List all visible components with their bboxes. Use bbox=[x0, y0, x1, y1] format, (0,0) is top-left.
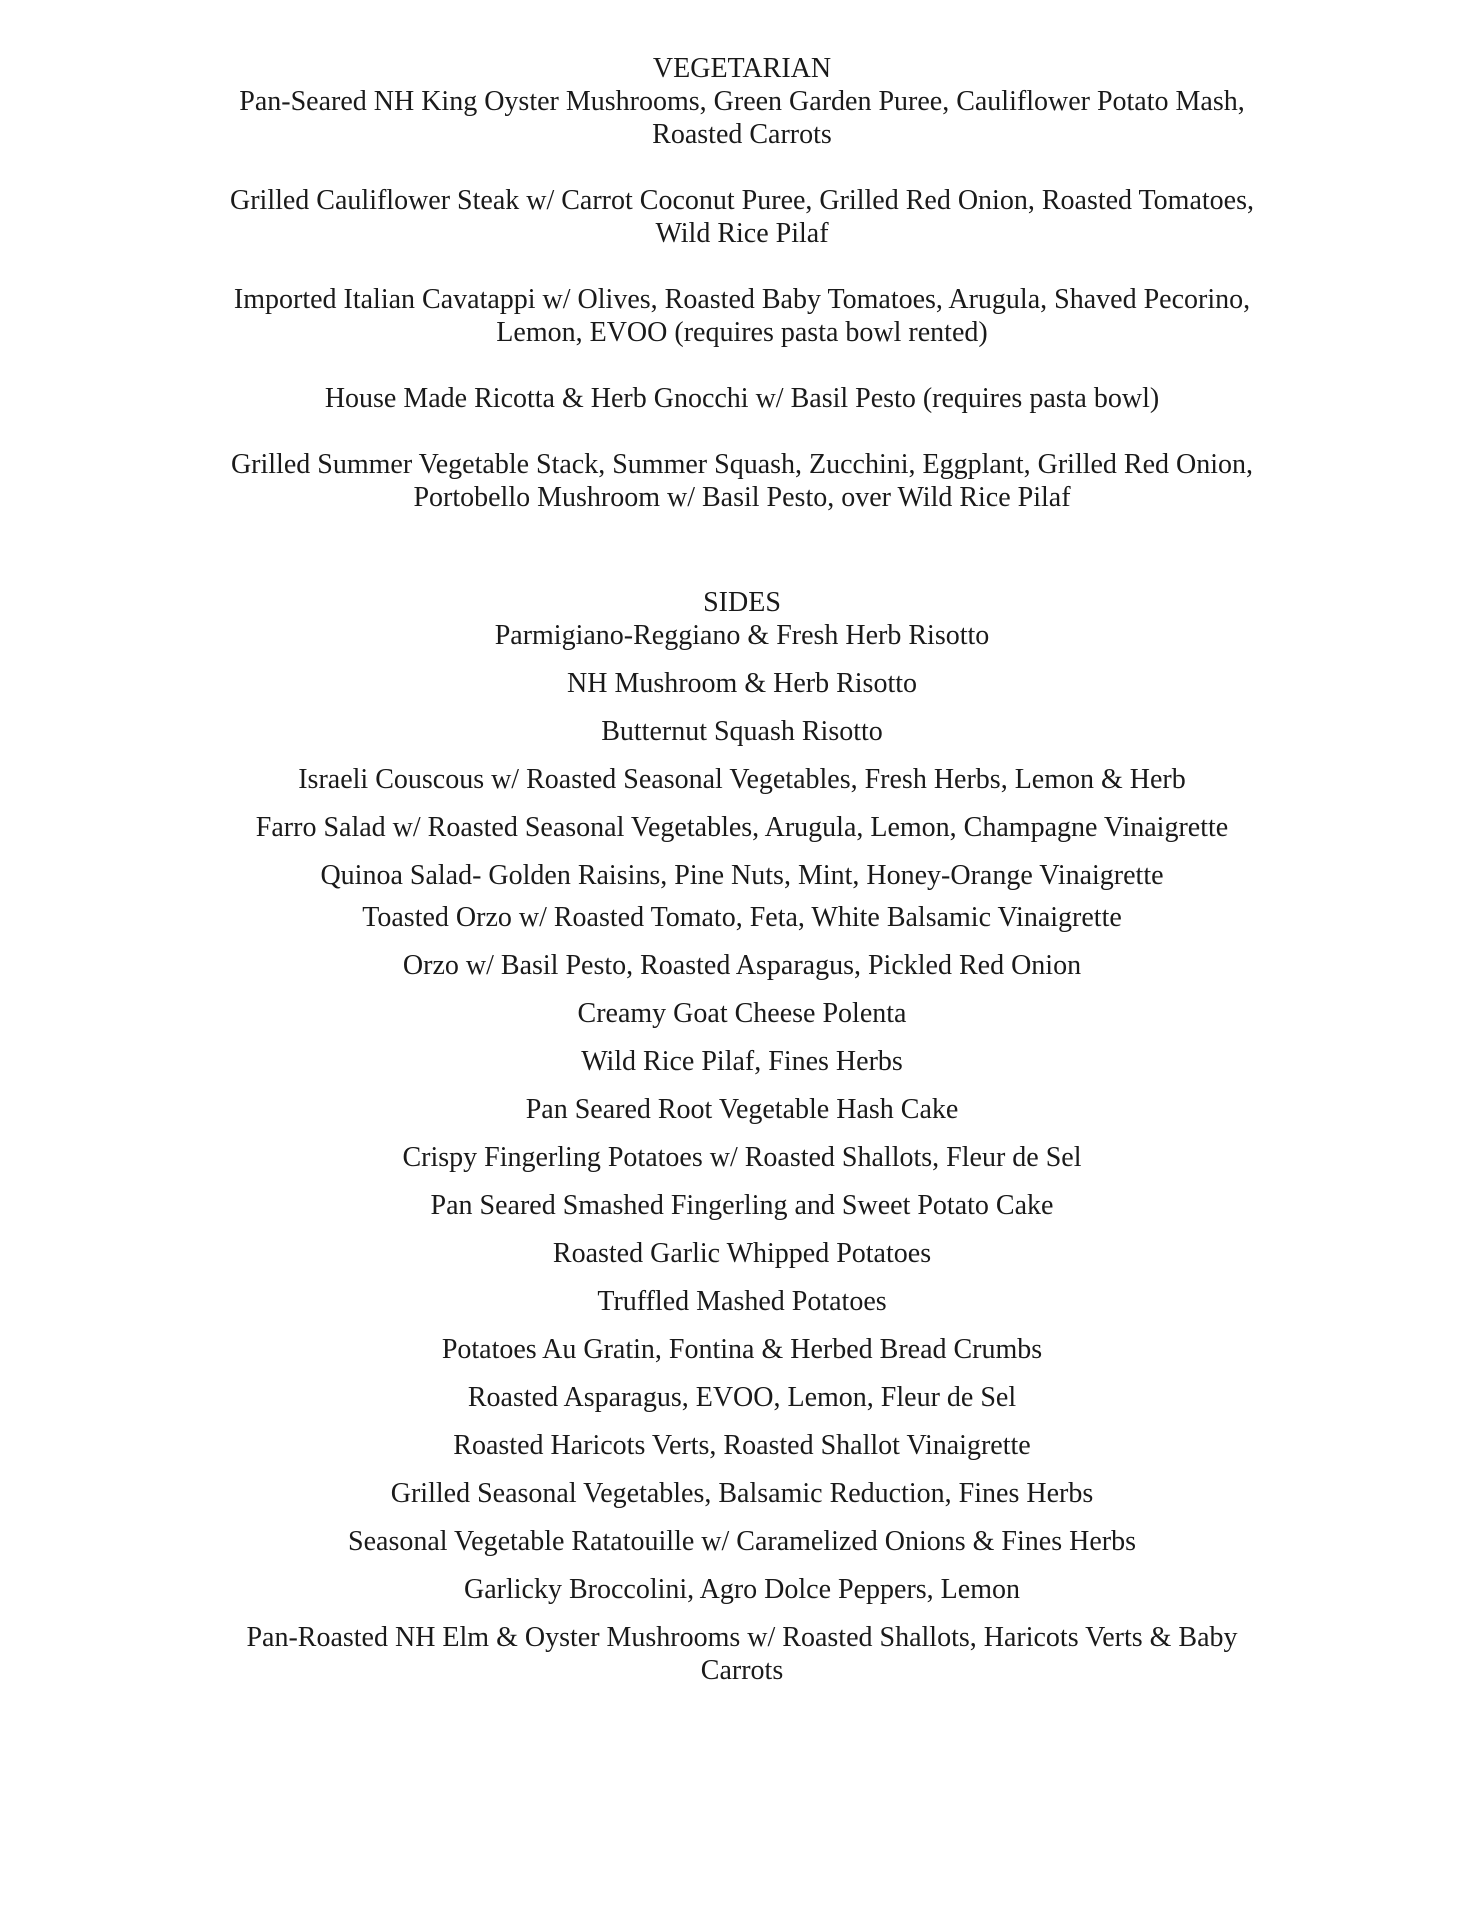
sides-item: Truffled Mashed Potatoes bbox=[597, 1286, 887, 1317]
vegetarian-item-line: Pan-Seared NH King Oyster Mushrooms, Green Garden Puree, Cauliflower Potato Mash, bbox=[239, 86, 1245, 117]
sides-item: Parmigiano-Reggiano & Fresh Herb Risotto bbox=[494, 620, 990, 651]
sides-item: Creamy Goat Cheese Polenta bbox=[577, 998, 907, 1029]
vegetarian-item-line: Wild Rice Pilaf bbox=[655, 218, 829, 249]
vegetarian-item bbox=[150, 184, 1334, 250]
vegetarian-item-line: Roasted Carrots bbox=[652, 119, 832, 150]
sides-item: Potatoes Au Gratin, Fontina & Herbed Bread Crumbs bbox=[441, 1334, 1043, 1365]
vegetarian-item-line: Lemon, EVOO (requires pasta bowl rented) bbox=[496, 317, 988, 348]
vegetarian-item-line: House Made Ricotta & Herb Gnocchi w/ Basil Pesto (requires pasta bowl) bbox=[324, 383, 1160, 414]
sides-item: Butternut Squash Risotto bbox=[601, 716, 883, 747]
sides-item: Crispy Fingerling Potatoes w/ Roasted Shallots, Fleur de Sel bbox=[402, 1142, 1082, 1173]
vegetarian-item bbox=[150, 85, 1334, 151]
vegetarian-item-line: Grilled Summer Vegetable Stack, Summer Squash, Zucchini, Eggplant, Grilled Red Onion, bbox=[230, 449, 1254, 480]
sides-section bbox=[150, 586, 1334, 1687]
sides-item: Pan Seared Smashed Fingerling and Sweet Potato Cake bbox=[430, 1190, 1054, 1221]
sides-item: Israeli Couscous w/ Roasted Seasonal Vegetables, Fresh Herbs, Lemon & Herb bbox=[298, 764, 1186, 795]
vegetarian-item bbox=[150, 382, 1334, 415]
sides-item-line: Pan-Roasted NH Elm & Oyster Mushrooms w/ Roasted Shallots, Haricots Verts & Baby bbox=[246, 1622, 1238, 1653]
sides-item bbox=[150, 1621, 1334, 1687]
sides-item: Pan Seared Root Vegetable Hash Cake bbox=[525, 1094, 959, 1125]
sides-item: Seasonal Vegetable Ratatouille w/ Caramelized Onions & Fines Herbs bbox=[348, 1526, 1136, 1557]
vegetarian-item-line: Grilled Cauliflower Steak w/ Carrot Coconut Puree, Grilled Red Onion, Roasted Tomatoes, bbox=[230, 185, 1254, 216]
sides-item: Farro Salad w/ Roasted Seasonal Vegetables, Arugula, Lemon, Champagne Vinaigrette bbox=[255, 812, 1229, 843]
sides-item: Orzo w/ Basil Pesto, Roasted Asparagus, Pickled Red Onion bbox=[402, 950, 1082, 981]
sides-item: Roasted Garlic Whipped Potatoes bbox=[552, 1238, 932, 1269]
sides-item: Quinoa Salad- Golden Raisins, Pine Nuts, Mint, Honey-Orange Vinaigrette bbox=[320, 860, 1164, 891]
sides-item: Grilled Seasonal Vegetables, Balsamic Reduction, Fines Herbs bbox=[390, 1478, 1094, 1509]
menu-page bbox=[150, 52, 1334, 1702]
sides-item: Garlicky Broccolini, Agro Dolce Peppers, Lemon bbox=[464, 1574, 1020, 1605]
vegetarian-item-line: Imported Italian Cavatappi w/ Olives, Roasted Baby Tomatoes, Arugula, Shaved Pecorino, bbox=[233, 284, 1251, 315]
vegetarian-item bbox=[150, 283, 1334, 349]
vegetarian-item-line: Portobello Mushroom w/ Basil Pesto, over Wild Rice Pilaf bbox=[413, 482, 1071, 513]
vegetarian-item bbox=[150, 448, 1334, 514]
vegetarian-heading: VEGETARIAN bbox=[652, 53, 832, 84]
sides-item: NH Mushroom & Herb Risotto bbox=[567, 668, 917, 699]
sides-item: Roasted Haricots Verts, Roasted Shallot Vinaigrette bbox=[453, 1430, 1031, 1461]
vegetarian-section bbox=[150, 52, 1334, 514]
sides-item: Toasted Orzo w/ Roasted Tomato, Feta, White Balsamic Vinaigrette bbox=[362, 902, 1122, 933]
sides-item: Roasted Asparagus, EVOO, Lemon, Fleur de Sel bbox=[467, 1382, 1017, 1413]
sides-item-line: Carrots bbox=[700, 1655, 784, 1686]
sides-item: Wild Rice Pilaf, Fines Herbs bbox=[581, 1046, 903, 1077]
sides-heading: SIDES bbox=[703, 587, 781, 618]
